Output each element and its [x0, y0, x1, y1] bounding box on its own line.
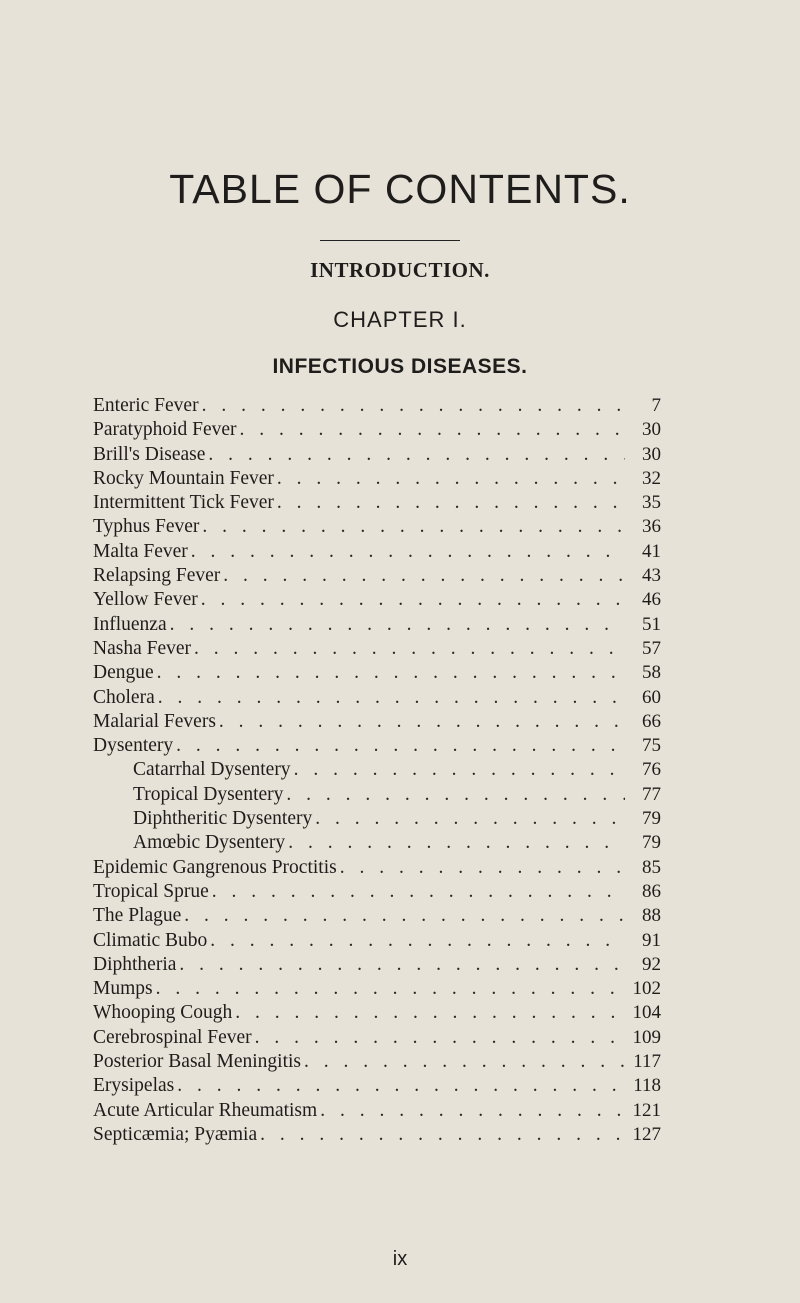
toc-entry-page: 60: [642, 686, 661, 708]
toc-entry: [93, 1026, 661, 1050]
toc-entry-label: Relapsing Fever: [93, 565, 221, 587]
toc-entry-page: 104: [632, 1002, 661, 1024]
dot-leader: [277, 467, 625, 491]
toc-entry: [93, 540, 661, 564]
toc-entry-label: Typhus Fever: [93, 516, 200, 538]
dot-leader: [277, 491, 625, 515]
toc-entry-page: 79: [642, 808, 661, 830]
toc-entry-label: Cholera: [93, 686, 155, 708]
toc-entry: [93, 418, 661, 442]
toc-entry: [93, 564, 661, 588]
toc-entry-page: 7: [651, 395, 661, 416]
toc-entry: [93, 807, 661, 831]
toc-entry-label: Septicæmia; Pyæmia: [93, 1123, 258, 1145]
toc-entry-label: Cerebrospinal Fever: [93, 1026, 252, 1048]
dot-leader: [219, 710, 625, 734]
toc-entry-page: 32: [642, 467, 661, 489]
section-heading: INFECTIOUS DISEASES.: [272, 355, 528, 378]
toc-entry-page: 77: [642, 783, 661, 805]
toc-entry-label: The Plague: [93, 905, 182, 927]
toc-list: [93, 394, 661, 1147]
toc-entry: [93, 686, 661, 710]
dot-leader: [288, 831, 625, 855]
toc-entry-label: Acute Articular Rheumatism: [93, 1099, 318, 1121]
toc-entry-label: Paratyphoid Fever: [93, 419, 237, 441]
toc-entry-label: Malta Fever: [93, 540, 188, 562]
toc-entry-label: Posterior Basal Meningitis: [93, 1051, 301, 1073]
toc-entry: [93, 783, 661, 807]
toc-entry-label: Tropical Sprue: [93, 880, 209, 902]
dot-leader: [320, 1099, 625, 1123]
toc-entry-page: 36: [642, 516, 661, 538]
toc-entry: [93, 1123, 661, 1147]
toc-entry: [93, 831, 661, 855]
toc-entry-page: 30: [642, 443, 661, 465]
dot-leader: [240, 418, 625, 442]
dot-leader: [170, 613, 625, 637]
toc-entry-page: 102: [632, 978, 661, 1000]
toc-entry: [93, 710, 661, 734]
toc-entry: [93, 904, 661, 928]
toc-entry: [93, 734, 661, 758]
toc-entry-page: 118: [633, 1075, 661, 1097]
toc-entry-page: 46: [642, 589, 661, 611]
dot-leader: [223, 564, 625, 588]
toc-entry-label: Diphtheria: [93, 953, 177, 975]
dot-leader: [158, 686, 625, 710]
toc-entry: [93, 637, 661, 661]
toc-entry-label: Enteric Fever: [93, 395, 199, 416]
title-divider: [320, 240, 460, 241]
toc-entry-label: Nasha Fever: [93, 637, 192, 659]
toc-entry-page: 109: [632, 1026, 661, 1048]
toc-entry-page: 43: [642, 565, 661, 587]
toc-entry-label: Malarial Fevers: [93, 710, 216, 732]
toc-entry: [93, 1099, 661, 1123]
toc-entry: [93, 953, 661, 977]
toc-entry: [93, 977, 661, 1001]
toc-entry: [93, 1001, 661, 1025]
toc-entry-label: Tropical Dysentery: [133, 783, 284, 805]
dot-leader: [235, 1001, 625, 1025]
dot-leader: [212, 880, 625, 904]
toc-entry: [93, 1050, 661, 1074]
toc-entry-label: Mumps: [93, 978, 153, 1000]
toc-entry-label: Dysentery: [93, 735, 174, 757]
toc-entry-label: Dengue: [93, 662, 154, 684]
toc-entry-label: Diphtheritic Dysentery: [133, 808, 313, 830]
toc-entry-page: 91: [642, 929, 661, 951]
toc-entry-page: 79: [642, 832, 661, 854]
page-number-folio: ix: [392, 1248, 408, 1270]
toc-entry: [93, 613, 661, 637]
dot-leader: [208, 443, 625, 467]
introduction-heading: INTRODUCTION.: [310, 258, 490, 282]
toc-entry: [93, 491, 661, 515]
toc-entry: [93, 394, 661, 418]
dot-leader: [177, 1074, 625, 1098]
dot-leader: [156, 977, 625, 1001]
toc-entry-page: 92: [642, 953, 661, 975]
dot-leader: [315, 807, 625, 831]
toc-entry: [93, 588, 661, 612]
toc-entry-page: 75: [642, 735, 661, 757]
dot-leader: [176, 734, 625, 758]
toc-entry-page: 41: [642, 540, 661, 562]
dot-leader: [157, 661, 625, 685]
toc-entry-page: 66: [642, 710, 661, 732]
toc-entry-page: 127: [632, 1123, 661, 1145]
dot-leader: [194, 637, 625, 661]
dot-leader: [255, 1026, 625, 1050]
toc-entry: [93, 880, 661, 904]
toc-entry-label: Climatic Bubo: [93, 929, 208, 951]
toc-entry-label: Catarrhal Dysentery: [133, 759, 291, 781]
toc-entry-label: Yellow Fever: [93, 589, 198, 611]
dot-leader: [202, 515, 625, 539]
dot-leader: [210, 929, 625, 953]
toc-entry-page: 85: [642, 856, 661, 878]
toc-entry-page: 86: [642, 880, 661, 902]
toc-entry-label: Influenza: [93, 613, 167, 635]
toc-entry-label: Epidemic Gangrenous Proctitis: [93, 856, 337, 878]
dot-leader: [202, 394, 625, 418]
toc-entry: [93, 929, 661, 953]
toc-entry-label: Brill's Disease: [93, 443, 206, 465]
dot-leader: [179, 953, 625, 977]
page-title: TABLE OF CONTENTS.: [169, 166, 631, 212]
dot-leader: [184, 904, 625, 928]
toc-entry-page: 117: [633, 1051, 661, 1073]
toc-entry: [93, 758, 661, 782]
toc-entry: [93, 467, 661, 491]
toc-entry-label: Whooping Cough: [93, 1002, 233, 1024]
toc-entry-label: Rocky Mountain Fever: [93, 467, 274, 489]
dot-leader: [304, 1050, 625, 1074]
chapter-heading: CHAPTER I.: [333, 307, 467, 332]
toc-entry-page: 30: [642, 419, 661, 441]
dot-leader: [340, 856, 625, 880]
toc-entry-label: Erysipelas: [93, 1075, 175, 1097]
toc-entry: [93, 1074, 661, 1098]
dot-leader: [294, 758, 625, 782]
toc-entry-page: 88: [642, 905, 661, 927]
toc-entry: [93, 443, 661, 467]
toc-entry-label: Amœbic Dysentery: [133, 832, 286, 854]
toc-entry-page: 58: [642, 662, 661, 684]
toc-entry: [93, 856, 661, 880]
toc-entry-page: 121: [632, 1099, 661, 1121]
toc-entry-label: Intermittent Tick Fever: [93, 492, 274, 514]
dot-leader: [191, 540, 625, 564]
toc-entry-page: 35: [642, 492, 661, 514]
toc-entry: [93, 661, 661, 685]
toc-entry-page: 51: [642, 613, 661, 635]
toc-entry-page: 76: [642, 759, 661, 781]
dot-leader: [286, 783, 625, 807]
toc-entry-page: 57: [642, 637, 661, 659]
dot-leader: [201, 588, 625, 612]
toc-entry: [93, 515, 661, 539]
dot-leader: [260, 1123, 625, 1147]
